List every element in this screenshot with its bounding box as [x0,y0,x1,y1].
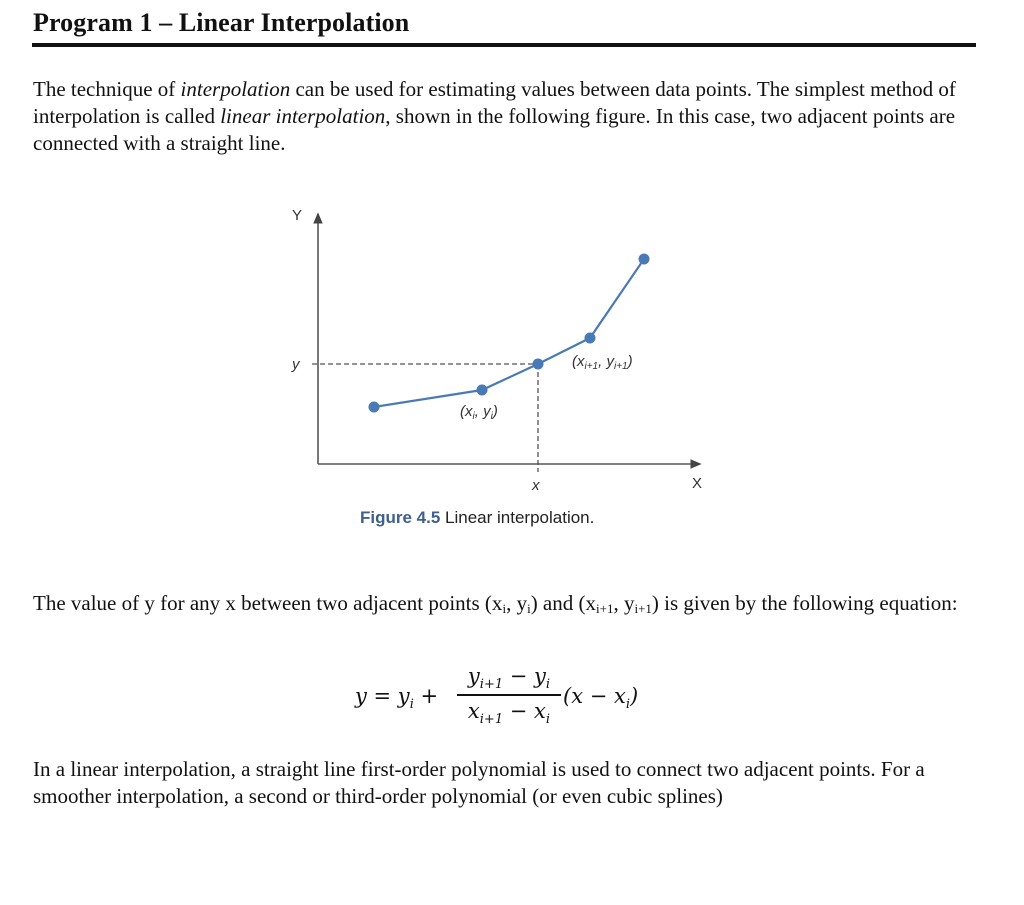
page-title: Program 1 – Linear Interpolation [33,8,410,37]
equation-rhs: $(x - x_i)$ [563,684,639,713]
title-underline [32,43,976,47]
fraction-bar [457,694,561,696]
interpolation-equation [355,664,675,734]
intro-paragraph: The technique of interpolation can be used for estimating values between data points. The simplest method of interpolation is called linear interpolation, shown in the following figure. In this case, two adjacent points are connected with a straight line. [33,77,956,155]
data-point-i [477,385,488,396]
emphasis-linear-interpolation: linear interpolation [220,104,386,128]
x-axis-label: X [692,475,703,492]
point-i-plus-1-label: ($x_{i+1}$, $y_{i+1}$) [572,353,633,372]
point-i-label: ($x_i$, $y_i$) [460,403,498,422]
x-marker-label: x [532,477,540,494]
interpolated-point [533,359,544,370]
data-point-1 [369,402,380,413]
figure-caption [360,508,594,528]
interpolation-figure [270,200,730,540]
emphasis-interpolation: interpolation [180,77,291,101]
data-point-i-plus-1 [585,333,596,344]
interpolation-line [374,259,644,407]
closing-paragraph: In a linear interpolation, a straight line first-order polynomial is used to connect two adjacent points. For a smoother interpolation, a second or third-order polynomial (or even cubic splines) [33,757,925,808]
equation-lhs: $y = y_i$ + [355,684,439,713]
data-point-last [639,254,650,265]
value-paragraph: The value of y for any x between two adjacent points ($x_i$, $y_i$) and ($x_{i+1}$, $y_{i+1}$) is given by the following equation: [33,591,958,616]
equation-fraction [457,664,561,727]
caption-number: Figure 4.5 [360,508,441,527]
fraction-denominator: $x_{i+1} - x_i$ [467,698,551,727]
y-axis-label: Y [292,207,303,224]
fraction-numerator: $y_{i+1} - y_i$ [467,664,551,693]
y-marker-label: y [292,356,300,373]
caption-text: Linear interpolation. [440,508,595,527]
